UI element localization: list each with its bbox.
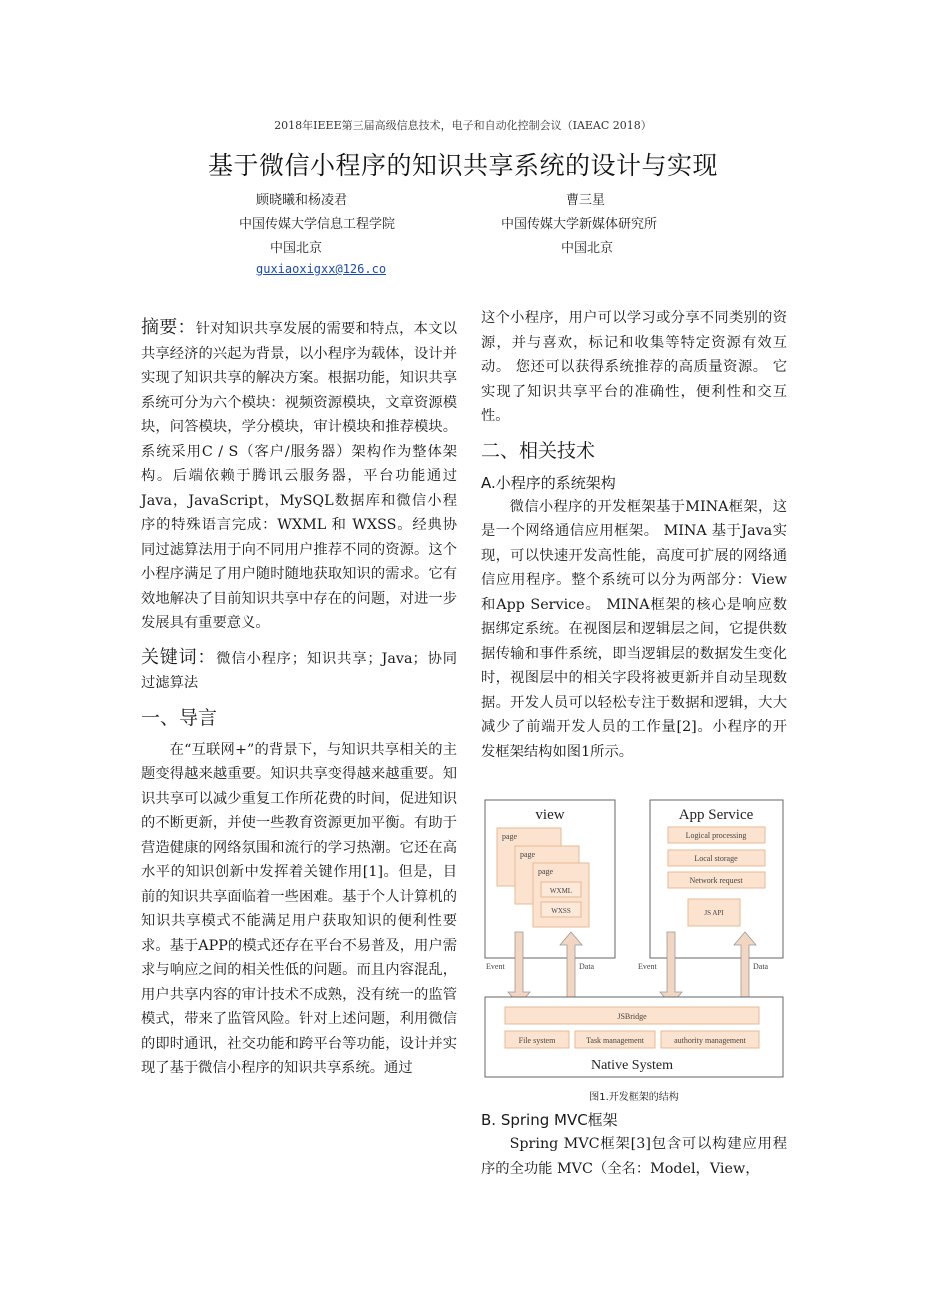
right-author-affiliation: 中国传媒大学新媒体研究所 — [501, 217, 658, 232]
abstract-label: 摘要： — [141, 317, 196, 338]
subsection-b-paragraph: Spring MVC框架[3]包含可以构建应用程序的全功能 MVC（全名：Model，View， — [481, 1136, 787, 1177]
wxml-label: WXML — [549, 887, 573, 895]
paper-title: 基于微信小程序的知识共享系统的设计与实现 — [207, 151, 718, 180]
right-column-bottom — [481, 1108, 787, 1181]
view-title: view — [535, 807, 565, 823]
left-author-names: 顾晓曦和杨凌君 — [256, 193, 348, 208]
keywords — [141, 646, 457, 696]
keywords-label: 关键词： — [141, 646, 217, 668]
abstract — [141, 316, 457, 636]
logical-processing-label: Logical processing — [685, 831, 747, 840]
native-system-title: Native System — [590, 1058, 674, 1073]
task-management-label: Task management — [586, 1036, 644, 1045]
right-column — [481, 306, 787, 764]
page-label: page — [520, 850, 536, 859]
subsection-a-heading: A.小程序的系统架构 — [481, 473, 616, 492]
app-service-title: App Service — [678, 807, 754, 823]
left-author-location: 中国北京 — [270, 241, 323, 256]
section1-paragraph-continued: 这个小程序，用户可以学习或分享不同类别的资源，并与喜欢，标记和收集等特定资源有效互动。 您还可以获得系统推荐的高质量资源。 它实现了知识共享平台的准确性，便利性和交互性。 — [481, 310, 787, 424]
right-author-names: 曹三星 — [566, 193, 606, 208]
keywords-text: 微信小程序；知识共享；Java；协同过滤算法 — [141, 650, 457, 691]
left-author-affiliation: 中国传媒大学信息工程学院 — [239, 217, 396, 232]
figure-caption: 图1.开发框架的结构 — [589, 1092, 679, 1103]
event-label: Event — [486, 962, 505, 971]
subsection-a-paragraph: 微信小程序的开发框架基于MINA框架，这是一个网络通信应用框架。 MINA 基于Java实现，可以快速开发高性能，高度可扩展的网络通信应用程序。整个系统可以分为两部分：View和App Service。 MINA框架的核心是响应数据绑定系统。在视图层和逻辑层之间，它提供数据传输和事件系统，即当逻辑层的数据发生变化时，视图层中的相关字段将被更新并自动呈现数据。开发人员可以轻松专注于数据和逻辑，大大减少了前端开发人员的工作量[2]。小程序的开发框架结构如图1所示。 — [481, 498, 787, 760]
authority-management-label: authority management — [674, 1036, 746, 1045]
jsbridge-label: JSBridge — [617, 1012, 647, 1021]
event-label: Event — [638, 962, 657, 971]
page-label: page — [538, 867, 554, 876]
conference-line: 2018年IEEE第三届高级信息技术，电子和自动化控制会议（IAEAC 2018） — [274, 119, 652, 132]
author-email-link[interactable]: guxiaoxigxx@126.co — [256, 262, 387, 276]
subsection-b-heading: B. Spring MVC框架 — [481, 1111, 618, 1129]
section2-heading: 二、相关技术 — [481, 439, 596, 462]
section1-paragraph: 在“互联网+”的背景下，与知识共享相关的主题变得越来越重要。知识共享变得越来越重要。知识共享可以减少重复工作所花费的时间，促进知识的不断更新，并使一些教育资源更加平衡。有助于营造健康的网络氛围和流行的学习热潮。它还在高水平的知识创新中发挥着关键作用[1]。但是，目前的知识共享面临着一些困难。基于个人计算机的知识共享模式不能满足用户获取知识的便利性要求。基于APP的模式还存在平台不易普及，用户需求与响应之间的相关性低的问题。而且内容混乱，用户共享内容的审计技术不成熟，没有统一的监管模式，带来了监管风险。针对上述问题，利用微信的即时通讯，社交功能和跨平台等功能，设计并实现了基于微信小程序的知识共享系统。通过 — [141, 741, 457, 1076]
wxss-label: WXSS — [551, 907, 571, 915]
network-request-label: Network request — [689, 876, 743, 885]
abstract-text: 针对知识共享发展的需要和特点，本文以共享经济的兴起为背景，以小程序为载体，设计并实现了知识共享的解决方案。根据功能，知识共享系统可分为六个模块：视频资源模块，文章资源模块，问答模块，学分模块，审计模块和推荐模块。系统采用C / S（客户/服务器）架构作为整体架构。后端依赖于腾讯云服务器，平台功能通过Java，JavaScript，MySQL数据库和微信小程序的特殊语言完成：WXML 和 WXSS。经典协同过滤算法用于向不同用户推荐不同的资源。这个小程序满足了用户随时随地获取知识的需求。它有效地解决了目前知识共享中存在的问题，对进一步发展具有重要意义。 — [141, 321, 458, 631]
right-author-location: 中国北京 — [561, 241, 614, 256]
local-storage-label: Local storage — [694, 854, 738, 863]
section1-heading: 一、导言 — [141, 706, 218, 729]
left-column — [141, 316, 457, 1081]
data-label: Data — [579, 962, 595, 971]
js-api-label: JS API — [704, 909, 724, 917]
data-label: Data — [753, 962, 769, 971]
page-label: page — [502, 832, 518, 841]
architecture-figure — [481, 797, 787, 1081]
file-system-label: File system — [518, 1036, 556, 1045]
